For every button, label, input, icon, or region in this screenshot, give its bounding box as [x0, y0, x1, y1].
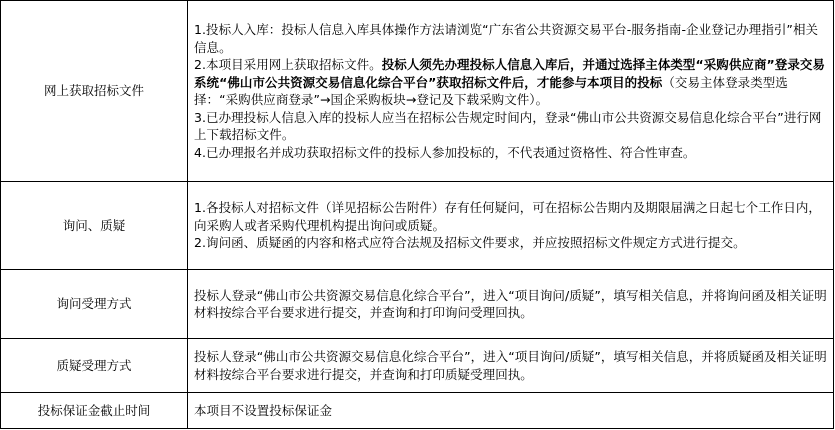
text-segment: （交易主体登录类型选择：“采购供应商登录”→国企采购板块→登记及下载采购文件）。: [194, 74, 788, 107]
text-segment-bold: 投标人须先办理投标人信息入库后，并通过选择主体类型“采购供应商”登录交易系统“佛山市公共资源交易信息化综合平台”获取招标文件后，才能参与本项目的投标: [194, 57, 825, 90]
table-row-bid-bond-deadline: [1, 393, 834, 429]
paragraph-1: [194, 348, 827, 383]
text-segment: 投标人登录“佛山市公共资源交易信息化综合平台”，进入“项目询问/质疑”，填写相关信息，并将询问函及相关证明材料按综合平台要求进行提交，并查询和打印询问受理回执。: [194, 287, 827, 320]
table-row-challenge-acceptance: [1, 339, 834, 393]
paragraph-1: [194, 199, 827, 234]
row-label: 质疑受理方式: [1, 339, 188, 393]
paragraph-3: [194, 109, 827, 144]
table-row-online-download: [1, 1, 834, 182]
row-label: 询问受理方式: [1, 270, 188, 339]
row-content: [188, 339, 834, 393]
text-segment: 1.投标人入库：投标人信息入库具体操作方法请浏览“广东省公共资源交易平台-服务指南-企业登记办理指引”相关信息。: [194, 22, 819, 55]
text-segment: 2.询问函、质疑函的内容和格式应符合法规及招标文件要求，并应按照招标文件规定方式进行提交。: [194, 235, 746, 251]
paragraph-4: [194, 144, 827, 162]
paragraph-2: [194, 234, 827, 252]
row-content: [188, 182, 834, 270]
text-segment: 3.已办理投标人信息入库的投标人应当在招标公告规定时间内，登录“佛山市公共资源交易信息化综合平台”进行网上下载招标文件。: [194, 109, 822, 142]
row-content: [188, 393, 834, 429]
row-label: 询问、质疑: [1, 182, 188, 270]
text-segment: 4.已办理报名并成功获取招标文件的投标人参加投标的，不代表通过资格性、符合性审查。: [194, 144, 696, 160]
text-segment: 2.本项目采用网上获取招标文件。: [194, 57, 382, 72]
text-segment: 1.各投标人对招标文件（详见招标公告附件）存有任何疑问，可在招标公告期内及期限届满之日起七个工作日内，向采购人或者采购代理机构提出询问或质疑。: [194, 200, 821, 233]
row-content: [188, 270, 834, 339]
table-row-inquiry-acceptance: [1, 270, 834, 339]
text-segment: 本项目不设置投标保证金: [194, 402, 333, 418]
row-content: [188, 1, 834, 182]
text-segment: 投标人登录“佛山市公共资源交易信息化综合平台”，进入“项目询问/质疑”，填写相关信息，并将质疑函及相关证明材料按综合平台要求进行提交，并查询和打印质疑受理回执。: [194, 349, 827, 382]
paragraph-1: [194, 402, 827, 420]
table-row-inquiry-challenge: [1, 182, 834, 270]
paragraph-1: [194, 21, 827, 56]
row-label: 网上获取招标文件: [1, 1, 188, 182]
paragraph-2: [194, 56, 827, 109]
paragraph-1: [194, 287, 827, 322]
row-label: 投标保证金截止时间: [1, 393, 188, 429]
